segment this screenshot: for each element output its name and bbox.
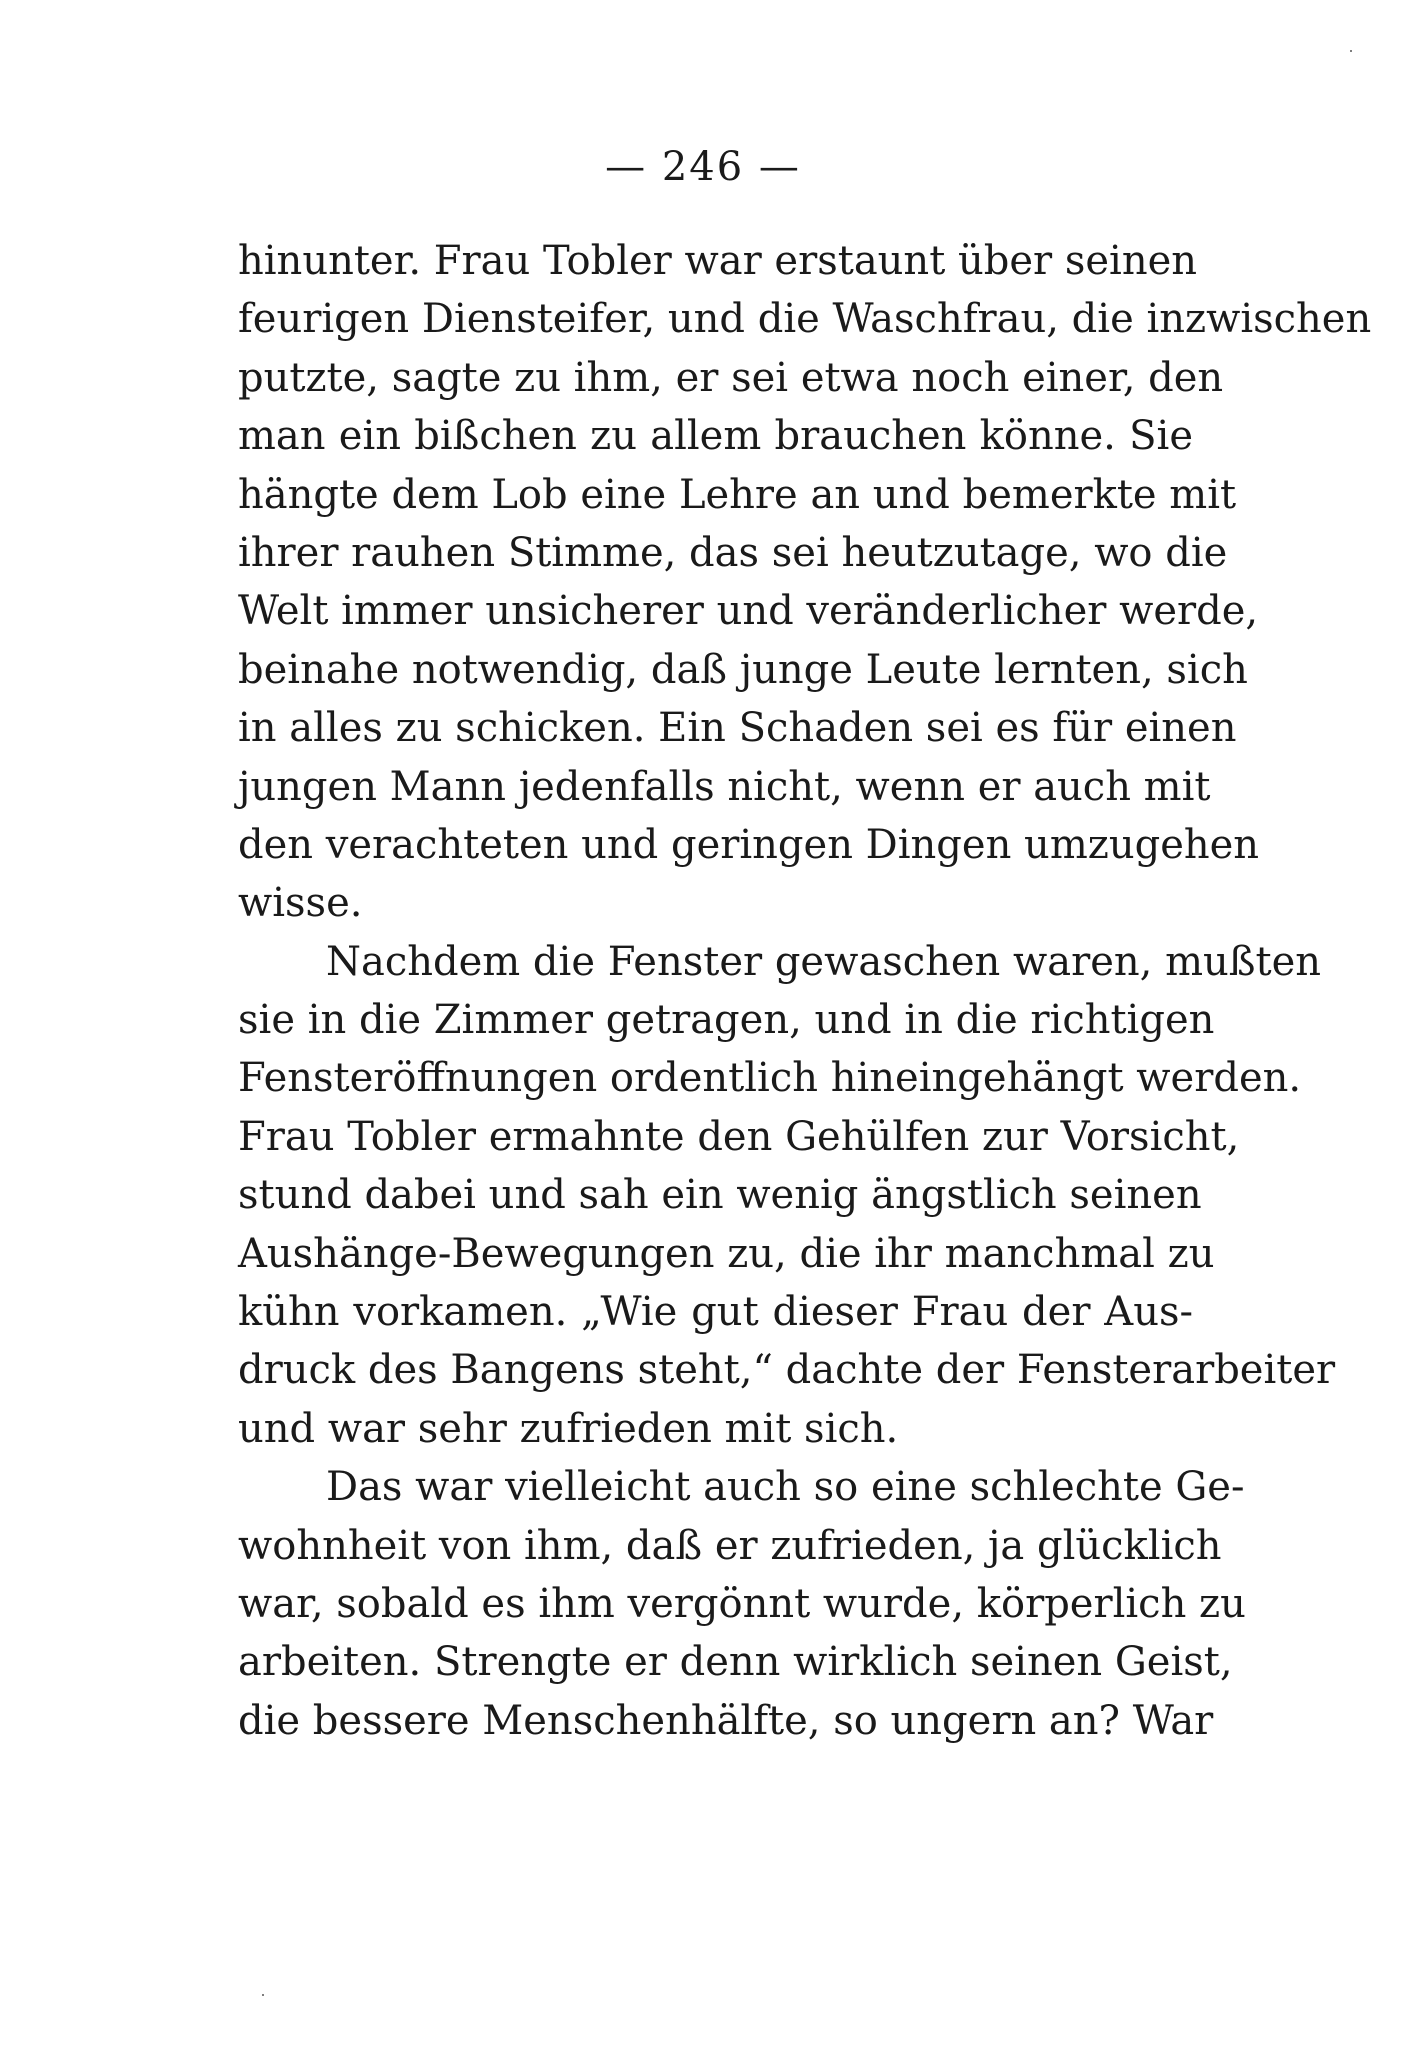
text-line: ihrer rauhen Stimme, das sei heutzutage, wo die	[238, 529, 1228, 576]
page-number: — 246 —	[605, 144, 801, 190]
text-line: die bessere Menschenhälfte, so ungern an? War	[238, 1697, 1214, 1744]
text-line: und war sehr zufrieden mit sich.	[238, 1405, 899, 1452]
text-line: arbeiten. Strengte er denn wirklich seinen Geist,	[238, 1639, 1233, 1686]
text-line: den verachteten und geringen Dingen umzugehen	[238, 821, 1260, 868]
text-line: in alles zu schicken. Ein Schaden sei es für einen	[238, 705, 1237, 752]
paper-speck	[1350, 50, 1352, 52]
body-text	[238, 232, 1372, 1750]
text-line: jungen Mann jedenfalls nicht, wenn er auch mit	[238, 763, 1211, 810]
text-line: Welt immer unsicherer und veränderlicher werde,	[238, 588, 1259, 635]
text-line: man ein bißchen zu allem brauchen könne. Sie	[238, 413, 1193, 460]
text-line: Frau Tobler ermahnte den Gehülfen zur Vorsicht,	[238, 1113, 1240, 1160]
text-line: beinahe notwendig, daß junge Leute lernten, sich	[238, 646, 1248, 693]
text-line: sie in die Zimmer getragen, und in die richtigen	[238, 997, 1215, 1044]
text-line: Fensteröffnungen ordentlich hineingehängt werden.	[238, 1055, 1302, 1102]
text-line: wisse.	[238, 880, 363, 927]
text-line: feurigen Diensteifer, und die Waschfrau, die inzwischen	[238, 296, 1372, 343]
text-line: wohnheit von ihm, daß er zufrieden, ja glücklich	[238, 1522, 1222, 1569]
text-line: hängte dem Lob eine Lehre an und bemerkte mit	[238, 471, 1237, 518]
paper-speck	[262, 1994, 264, 1996]
text-line: kühn vorkamen. „Wie gut dieser Frau der Aus-	[238, 1289, 1193, 1336]
text-line: druck des Bangens steht,“ dachte der Fensterarbeiter	[238, 1347, 1336, 1394]
text-line: Das war vielleicht auch so eine schlechte Ge-	[326, 1464, 1245, 1511]
text-line: Nachdem die Fenster gewaschen waren, mußten	[326, 938, 1322, 985]
text-line: hinunter. Frau Tobler war erstaunt über seinen	[238, 238, 1198, 284]
text-line: putzte, sagte zu ihm, er sei etwa noch einer, den	[238, 354, 1224, 401]
text-line: stund dabei und sah ein wenig ängstlich seinen	[238, 1172, 1202, 1219]
text-line: Aushänge-Bewegungen zu, die ihr manchmal zu	[238, 1230, 1215, 1277]
text-line: war, sobald es ihm vergönnt wurde, körperlich zu	[238, 1580, 1246, 1627]
